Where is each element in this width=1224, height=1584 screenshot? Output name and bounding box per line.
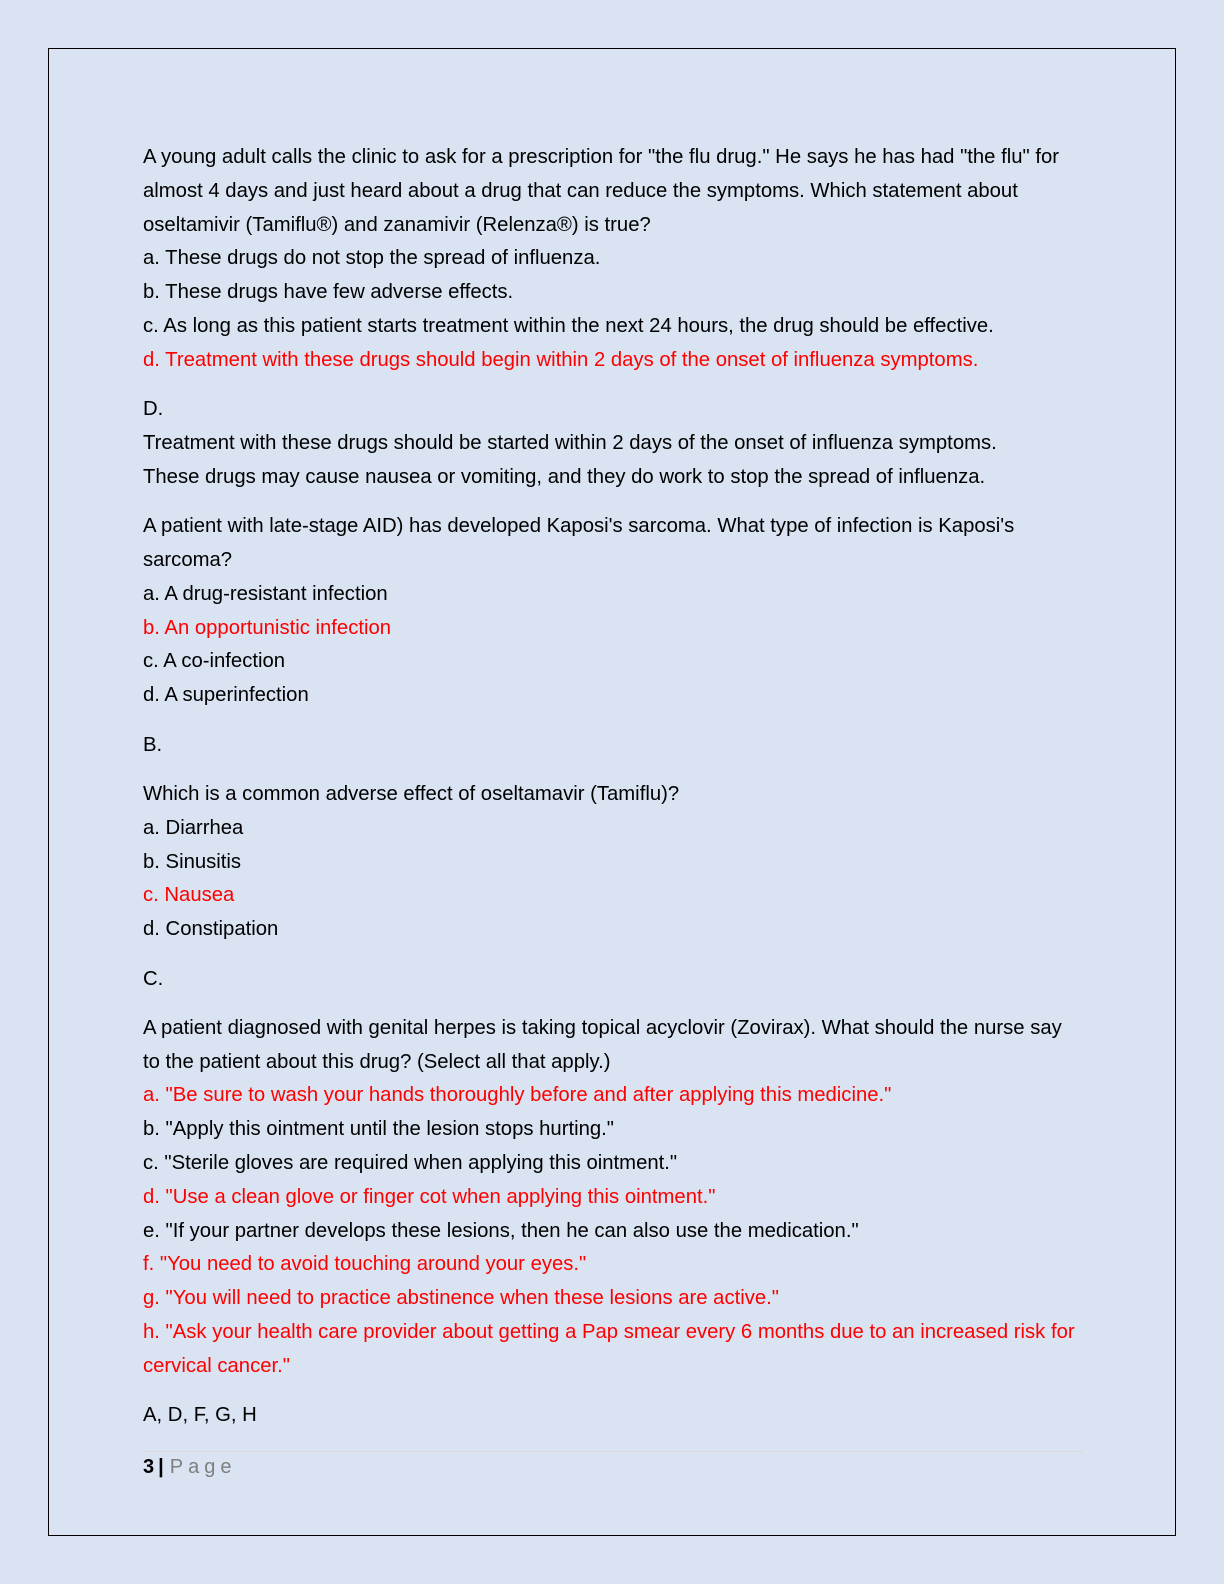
footer-divider [143,1451,1083,1452]
option-a-correct: a. "Be sure to wash your hands thoroughly before and after applying this medicine." [143,1084,892,1107]
option-b: b. Sinusitis [143,850,242,873]
page-label: Page [169,1456,237,1478]
option-c: c. A co-infection [143,650,286,673]
option-f-correct: f. "You need to avoid touching around your eyes." [143,1253,587,1276]
question-stem: A young adult calls the clinic to ask for a prescription for "the flu drug." He says he has had "the flu" for almost 4 days and just heard about a drug that can reduce the symptoms. Which statement about oseltamivir (Tamiflu®) and zanamivir (Relenza®) is true? [143,146,1060,236]
option-g-correct: g. "You will need to practice abstinence when these lesions are active." [143,1287,779,1310]
option-c-correct: c. Nausea [143,884,235,907]
rationale-line: Treatment with these drugs should be started within 2 days of the onset of influenza symptoms. [143,431,997,454]
answer-key: B. [143,733,163,756]
answer-key: C. [143,967,164,990]
option-b: b. These drugs have few adverse effects. [143,281,514,304]
option-c: c. As long as this patient starts treatment within the next 24 hours, the drug should be effective. [143,314,994,337]
question-4 [143,1012,1083,1384]
question-stem: A patient diagnosed with genital herpes is taking topical acyclovir (Zovirax). What should the nurse say to the patient about this drug? (Select all that apply.) [143,1016,1062,1073]
option-d: d. A superinfection [143,684,309,707]
question-stem: Which is a common adverse effect of oseltamavir (Tamiflu)? [143,782,680,805]
document-body [143,141,1083,1449]
option-a: a. A drug-resistant infection [143,582,388,605]
question-stem: A patient with late-stage AID) has developed Kaposi's sarcoma. What type of infection is Kaposi's sarcoma? [143,515,1015,571]
page-number: 3 [143,1456,155,1478]
option-a: a. Diarrhea [143,816,244,839]
option-h-correct: h. "Ask your health care provider about getting a Pap smear every 6 months due to an increased risk for cervical cancer." [143,1321,1075,1377]
rationale-line: These drugs may cause nausea or vomiting, and they do work to stop the spread of influenza. [143,465,986,488]
question-1 [143,141,1083,378]
option-d-correct: d. "Use a clean glove or finger cot when applying this ointment." [143,1185,716,1208]
answer-2 [143,729,1083,763]
option-c: c. "Sterile gloves are required when applying this ointment." [143,1152,678,1175]
option-b: b. "Apply this ointment until the lesion stops hurting." [143,1118,614,1141]
option-d: d. Constipation [143,918,279,941]
footer-separator: | [158,1456,164,1478]
answer-key: D. [143,398,164,421]
option-e: e. "If your partner develops these lesions, then he can also use the medication." [143,1219,859,1242]
option-b-correct: b. An opportunistic infection [143,616,392,639]
option-d-correct: d. Treatment with these drugs should begin within 2 days of the onset of influenza symptoms. [143,348,979,371]
page-footer [143,1454,236,1480]
question-2 [143,510,1083,713]
answer-3 [143,963,1083,997]
answer-4 [143,1399,1083,1433]
option-a: a. These drugs do not stop the spread of influenza. [143,247,601,270]
answer-1 [143,393,1083,494]
question-3 [143,778,1083,947]
answer-key: A, D, F, G, H [143,1404,257,1427]
